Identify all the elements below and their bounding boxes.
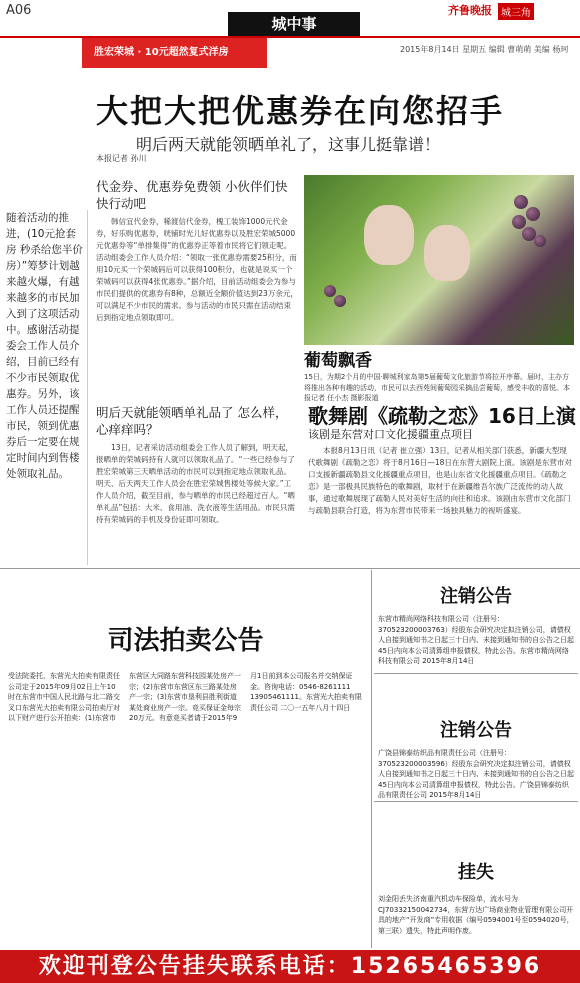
notice-1-title: 注销公告	[440, 586, 512, 607]
sub-headline: 明后两天就能领晒单礼了，这事儿挺靠谱！	[136, 135, 441, 154]
section-title: 城中事	[228, 12, 360, 36]
deregistration-notice-1	[374, 574, 578, 674]
photo-title: 葡萄飘香	[304, 351, 372, 371]
notice-2-body: 广饶县锦泰纺织品有限责任公司（注册号：370523200003596）经股东会研究决定拟注销公司，请债权人自接到通知书之日起三十日内、未接到通知书的自公告之日起45日内向本公司清算组申报债权，特此公告。广饶县锦泰纺织品有限责任公司 2015年8月14日	[378, 749, 574, 799]
opera-headline: 歌舞剧《疏勒之恋》16日上演	[308, 404, 576, 428]
photo-caption: 15日，为期2个月的中国·聊城利家岛第5届葡萄文化旅游节将拉开序幕。届时，主办方将推出各种有趣的活动，市民可以去西苑间葡萄园采摘品尝葡萄，感受丰收的喜悦。本报记者 任小杰 摄影报道	[304, 373, 570, 402]
lost-notice-body: 刘金阳丢失济南重汽机动车保险单，流水号为CJ70332150042734，东营方达广场商业物业管理有限公司开具的地产“开发商”专用收据（编号0594001号至0594020号，第三联）遗失，特此声明作废。	[378, 895, 574, 935]
newspaper-logo: 齐鲁晚报	[448, 4, 492, 17]
notice-2-title: 注销公告	[440, 720, 512, 741]
date-line: 2015年8月14日 星期五 编辑 曹萌萌 美编 杨珂	[400, 45, 569, 54]
main-headline: 大把大把优惠券在向您招手	[96, 92, 505, 130]
promo-banner: 胜宏荣城 · 10元超然复式洋房	[82, 38, 267, 68]
lost-notice-title: 挂失	[458, 862, 494, 883]
footer-contact-banner: 欢迎刊登公告挂失联系电话：15265465396	[0, 950, 580, 983]
section-divider	[0, 568, 580, 569]
judicial-auction-body: 受法院委托，东营光大拍卖有限责任公司定于2015年09月02日上午10时在东营市中国人民北路与北二路交叉口东营光大拍卖有限公司拍卖厅对以下财产进行公开拍卖：(1)东营市东营区大同路东营科技园某处房产一宗；(2)东营市东营区东三路某处房产一宗；(3)东营市垦利县胜利街道某处商业房产一宗。竞买保证金每宗20万元。有意竞买者请于2015年9月1日前到本公司报名并交纳保证金。咨询电话：0546-8261111 13905461111。东营光大拍卖有限责任公司 二〇一五年八月十四日	[8, 672, 362, 722]
article-body-1: 韩信宜代金券，稀渡信代金券，槐工装饰1000元代金券，好乐购优惠券，咣铺时光儿好优惠券以及胜宏荣城5000元优惠券等“单排集得”的优惠券正等着市民将它们领走呢。活动组委会工作人员介绍：“领取一张优惠券需要25积分，而用10元买一个荣城码后可以获得100积分，也就是说买一个荣城码可以获得4张优惠券。”据介绍，目前活动组委会为参与市民们提供的优惠券有8种，总额近全额价值达到23万余元，可以满足不少市民的需求。参与活动的市民只需在活动结束后到指定地点领取即可。	[96, 217, 298, 322]
article-body-2: 13日，记者采访活动组委会工作人员了解到，明天起，报晒单的荣城码持有人就可以领取礼品了。“一些已经参与了胜宏荣城第三天晒单活动的市民可以到指定地点领取礼品。明天、后天两天工作人员会在胜宏荣城售楼处等候大家。”工作人员介绍，截至目前，参与晒单的市民已经超过百人。“晒单礼品”包括：大米、食用油、洗衣液等生活用品。市民只需持有荣城码的手机及身份证即可领取。	[96, 443, 295, 524]
deregistration-notice-2	[374, 676, 578, 802]
judicial-auction-title: 司法拍卖公告	[107, 626, 264, 656]
sidebar-column: 随着活动的推进，(10元抢套房 秒杀给您半价房）”筹梦计划越来越火爆，有越来越多的市民加入到了这项活动中。感谢活动提委会工作人员介绍，目前已经有不少市民领取优惠券。另外，该工作人员还提醒市民，领到优惠券后一定要在规定时间内到售楼处领取礼品。	[6, 210, 88, 565]
section-heading-1: 代金券、优惠券免费领 小伙伴们快快行动吧	[96, 179, 288, 211]
grape-harvest-photo	[304, 175, 574, 345]
opera-subhead: 该剧是东营对口文化援疆重点项目	[308, 428, 473, 441]
section-tag: 城三角	[498, 3, 534, 20]
page-number: A06	[6, 3, 32, 18]
lost-notice	[374, 806, 578, 946]
section-heading-2: 明后天就能领晒单礼品了 怎么样，心痒痒吗？	[96, 405, 288, 437]
notice-1-body: 东营市精尚网络科技有限公司（注册号：370523200003763）经股东会研究决定拟注销公司，请债权人自接到通知书之日起三十日内、未接到通知书的自公告之日起45日内向本公司清算组申报债权，特此公告。东营市精尚网络科技有限公司 2015年8月14日	[378, 615, 574, 665]
judicial-auction-ad	[0, 570, 372, 948]
opera-body: 本报8月13日讯（记者 崔立强）13日，记者从相关部门获悉，新疆大型现代歌舞剧《疏勒之恋》将于8月16日—18日在东营大剧院上演。该剧是东营市对口支援新疆疏勒县文化援疆重点项目，也是山东省文化援疆重点项目。《疏勒之恋》是一部极具民族特色的歌舞剧，取材于在新疆维吾尔族广泛流传的动人故事，通过歌舞展现了疏勒人民对美好生活的向往和追求。该剧由东营市文化部门与疏勒县联合打造，将为东营市民带来一场独具魅力的视听盛宴。	[308, 446, 572, 515]
byline: 本报记者 孙川	[96, 154, 147, 163]
